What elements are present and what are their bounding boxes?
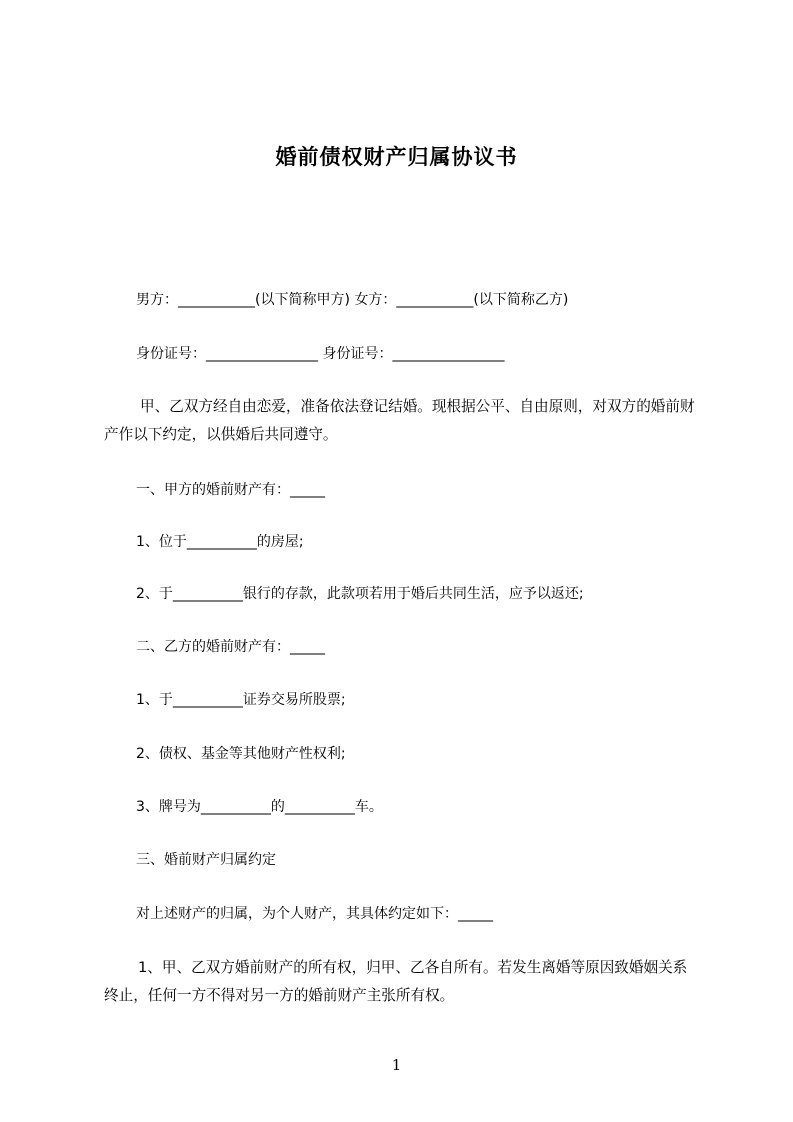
section1-item-2: 2、于__________银行的存款，此款项若用于婚后共同生活，应予以返还; xyxy=(136,586,584,602)
id-number-line: 身份证号：________________ 身份证号：________________ xyxy=(136,346,505,362)
section2-item-3: 3、牌号为__________的__________车。 xyxy=(136,799,383,815)
section1-item-1: 1、位于__________的房屋; xyxy=(136,534,304,550)
section3-lead: 对上述财产的归属，为个人财产，其具体约定如下：_____ xyxy=(136,906,493,922)
section1-heading: 一、甲方的婚前财产有：_____ xyxy=(136,482,325,498)
intro-paragraph: 甲、乙双方经自由恋爱，准备依法登记结婚。现根据公平、自由原则，对双方的婚前财产作以下约定，以供婚后共同遵守。 xyxy=(104,398,695,443)
parties-line: 男方：___________(以下简称甲方) 女方：___________(以下简称乙方) xyxy=(136,292,569,308)
document-title: 婚前债权财产归属协议书 xyxy=(275,145,518,169)
section3-heading: 三、婚前财产归属约定 xyxy=(136,852,276,868)
page-number: 1 xyxy=(391,1056,402,1074)
section2-item-2: 2、债权、基金等其他财产性权利; xyxy=(136,746,346,762)
section2-item-1: 1、于__________证券交易所股票; xyxy=(136,692,346,708)
section2-heading: 二、乙方的婚前财产有：_____ xyxy=(136,639,325,655)
clause-1: 1、甲、乙双方婚前财产的所有权，归甲、乙各自所有。若发生离婚等原因致婚姻关系终止，任何一方不得对另一方的婚前财产主张所有权。 xyxy=(104,959,688,1004)
